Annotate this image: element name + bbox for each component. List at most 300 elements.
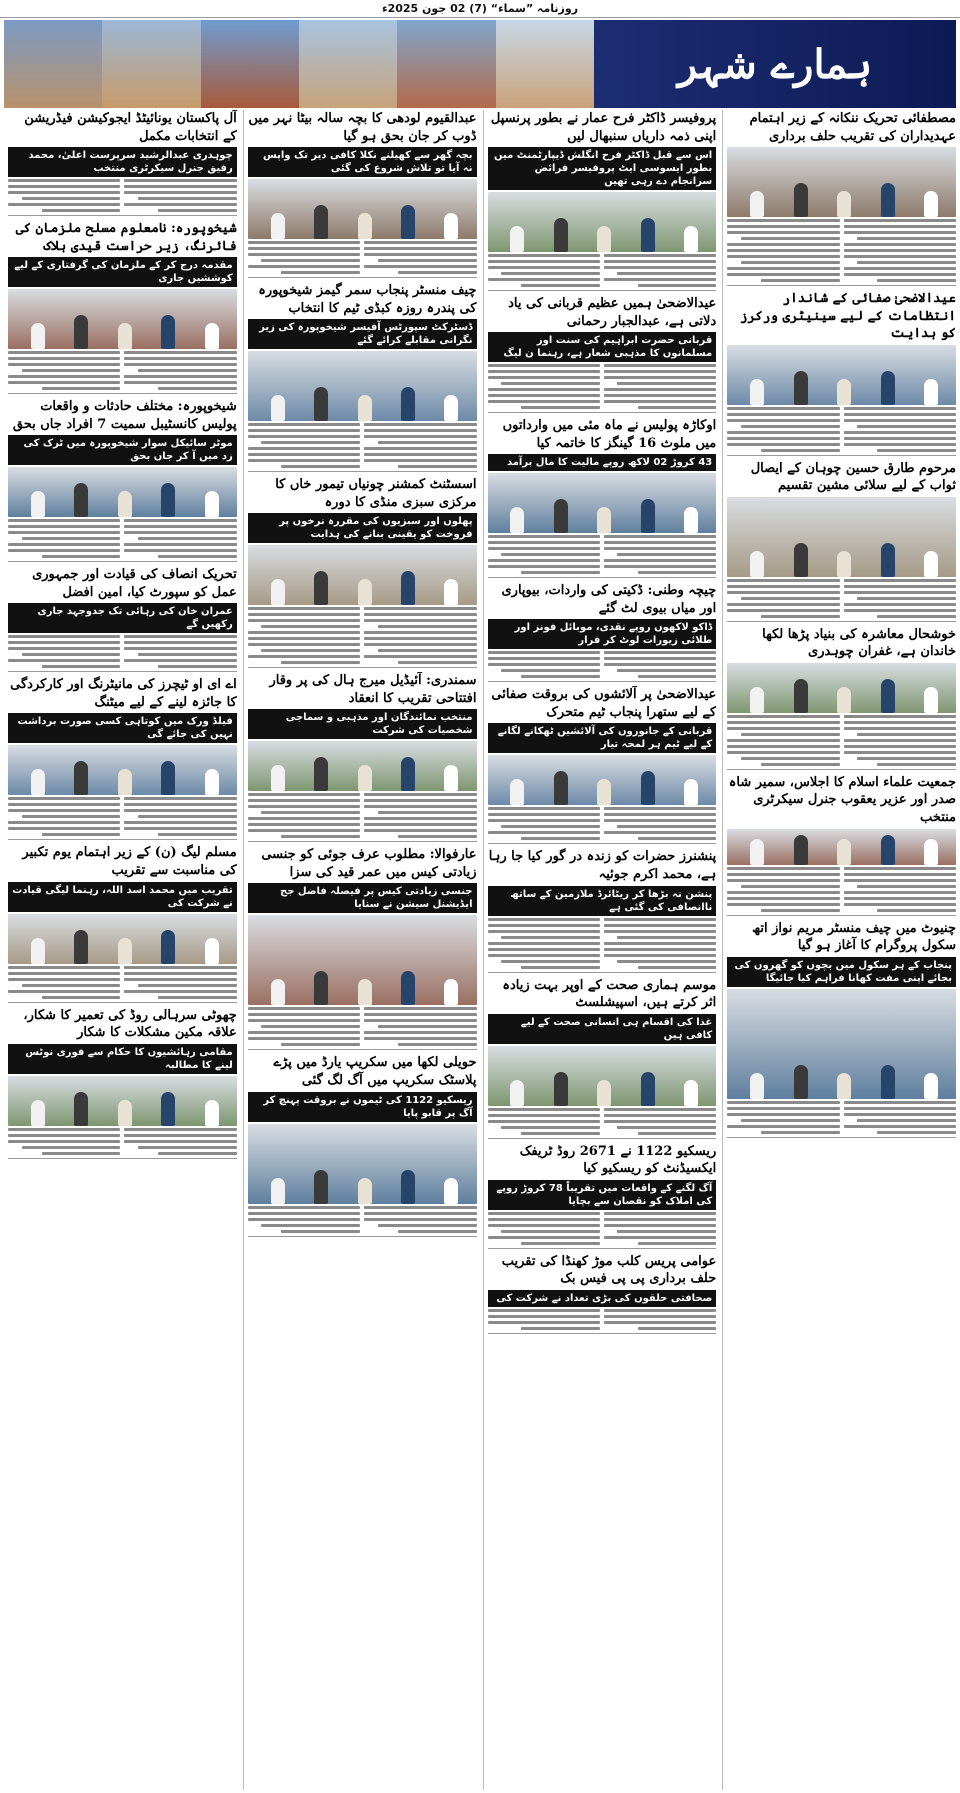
story-headline[interactable]: چھوٹی سرہالی روڈ کی تعمیر کا شکار، علاقہ مکین مشکلات کا شکار <box>23 1007 237 1041</box>
news-column-3 <box>243 110 477 1790</box>
story-body-text <box>727 407 956 452</box>
story-headline[interactable]: حویلی لکھا میں سکریپ یارڈ میں پڑے پلاسٹک سکریپ میں آگ لگ گئی <box>273 1055 477 1089</box>
text-line <box>8 381 120 384</box>
text-column <box>488 651 600 678</box>
text-line <box>42 833 121 836</box>
news-story <box>248 110 477 278</box>
text-line <box>617 825 716 828</box>
story-headline[interactable]: پنشنرز حضرات کو زندہ در گور کیا جا رہا ہے، محمد اکرم جوئیہ <box>488 849 717 883</box>
text-line <box>727 727 839 730</box>
text-line <box>521 571 600 574</box>
text-line <box>488 260 600 263</box>
text-column <box>727 219 839 282</box>
text-line <box>364 637 476 640</box>
text-line <box>124 519 236 522</box>
text-line <box>364 1007 476 1010</box>
text-line <box>364 793 476 796</box>
text-line <box>248 1007 360 1010</box>
text-line <box>124 191 236 194</box>
text-line <box>124 827 236 830</box>
text-line <box>261 441 360 444</box>
text-line <box>364 241 476 244</box>
photo-person-silhouette <box>837 1073 851 1099</box>
photo-person-silhouette <box>881 1065 895 1099</box>
photo-person-silhouette <box>74 483 88 517</box>
news-story <box>248 846 477 1050</box>
text-line <box>248 829 360 832</box>
photo-person-silhouette <box>554 771 568 805</box>
text-line <box>364 435 476 438</box>
text-line <box>727 443 839 446</box>
photo-person-silhouette <box>597 226 611 252</box>
story-headline[interactable]: چنیوٹ میں چیف منسٹر مریم نواز اتھ سکول پروگرام کا آغاز ہو گیا <box>752 920 956 954</box>
text-line <box>844 231 956 234</box>
text-line <box>501 1230 600 1233</box>
photo-palace <box>397 20 495 108</box>
text-line <box>138 537 237 540</box>
text-column <box>364 1206 476 1233</box>
text-line <box>248 805 360 808</box>
story-subheadline: مقامی رہائشیوں کا حکام سے فوری نوٹس لینے کا مطالبہ <box>8 1044 237 1074</box>
story-headline[interactable]: تحریک انصاف کی قیادت اور جمہوری عمل کو سپورٹ کیا، امین افضل <box>32 567 237 600</box>
text-line <box>638 1132 717 1135</box>
story-subheadline: ڈاکو لاکھوں روپے نقدی، موبائل فونز اور طلائی زیورات لوٹ کر فرار <box>488 619 717 649</box>
photo-person-silhouette <box>401 387 415 421</box>
text-line <box>727 225 839 228</box>
story-subheadline: ڈسٹرکٹ سپورٹس آفیسر شیخوپورہ کی زیر نگرانی مقابلے کرائے گئے <box>248 319 477 349</box>
text-line <box>521 837 600 840</box>
photo-person-silhouette <box>161 761 175 795</box>
text-line <box>604 819 716 822</box>
text-line <box>364 1218 476 1221</box>
photo-person-silhouette <box>641 1072 655 1106</box>
text-line <box>248 265 360 268</box>
text-column <box>124 635 236 668</box>
text-line <box>248 453 360 456</box>
text-line <box>488 1114 600 1117</box>
text-line <box>8 990 120 993</box>
text-line <box>761 763 840 766</box>
text-line <box>488 370 600 373</box>
photo-person-silhouette <box>794 679 808 713</box>
text-line <box>844 255 956 258</box>
photo-person-silhouette <box>161 483 175 517</box>
text-line <box>248 631 360 634</box>
photo-person-silhouette <box>510 507 524 533</box>
text-line <box>261 1224 360 1227</box>
text-line <box>638 1327 717 1330</box>
photo-person-silhouette <box>924 839 938 865</box>
text-line <box>248 823 360 826</box>
text-line <box>727 419 839 422</box>
text-line <box>248 607 360 610</box>
story-subheadline: منتخب نمائندگان اور مذہبی و سماجی شخصیات کی شرکت <box>248 709 477 739</box>
text-line <box>741 1119 840 1122</box>
story-body-text <box>8 519 237 558</box>
text-line <box>364 1212 476 1215</box>
text-column <box>248 607 360 664</box>
story-photo <box>248 351 477 421</box>
story-headline[interactable]: عبدالقیوم لودھی کا بچہ سالہ بیٹا نہر میں ڈوب کر جان بحق ہو گیا <box>248 111 477 144</box>
text-column <box>364 607 476 664</box>
text-column <box>364 793 476 838</box>
text-column <box>604 918 716 969</box>
text-line <box>727 249 839 252</box>
text-line <box>617 1230 716 1233</box>
text-line <box>124 179 236 182</box>
text-column <box>604 254 716 287</box>
story-photo <box>248 915 477 1005</box>
text-line <box>741 237 840 240</box>
text-line <box>261 259 360 262</box>
news-story <box>8 844 237 1002</box>
text-line <box>727 721 839 724</box>
photo-person-silhouette <box>271 579 285 605</box>
photo-person-silhouette <box>314 571 328 605</box>
photo-person-silhouette <box>314 971 328 1005</box>
text-line <box>638 284 717 287</box>
text-column <box>8 351 120 390</box>
story-headline[interactable]: عیدالاضحیٰ پر آلائشوں کی بروقت صفائی کے لیے ستھرا پنجاب ٹیم متحرک <box>491 687 717 720</box>
text-line <box>727 585 839 588</box>
story-subheadline: پنجاب کے ہر سکول میں بچوں کو گھروں کی بجائے اپنی مفت کھانا فراہم کیا جائیگا <box>727 957 956 987</box>
story-headline[interactable]: آل پاکستان یونائیٹڈ ایجوکیشن فیڈریشن کے انتخابات مکمل <box>24 111 237 144</box>
text-line <box>8 179 120 182</box>
text-line <box>877 909 956 912</box>
story-headline[interactable]: عیدالاضحیٰ ہمیں عظیم قربانی کی یاد دلاتی ہے، عبدالجبار رحمانی <box>508 296 717 329</box>
news-column-2 <box>483 110 717 1790</box>
text-line <box>727 1113 839 1116</box>
story-subheadline: تقریب میں محمد اسد اللہ، رہنما لیگی قیادت نے شرکت کی <box>8 882 237 912</box>
text-column <box>8 966 120 999</box>
photo-person-silhouette <box>314 1170 328 1204</box>
text-line <box>124 647 236 650</box>
text-line <box>364 613 476 616</box>
text-line <box>501 1126 600 1129</box>
story-headline[interactable]: مسلم لیگ (ن) کے زیر اہتمام یوم تکبیر کی مناسبت سے تقریب <box>22 845 237 879</box>
story-body-text <box>488 651 717 678</box>
text-line <box>501 382 600 385</box>
text-line <box>761 279 840 282</box>
text-line <box>124 357 236 360</box>
text-line <box>364 829 476 832</box>
text-line <box>488 1224 600 1227</box>
text-line <box>604 394 716 397</box>
text-line <box>124 797 236 800</box>
story-headline[interactable]: اسسٹنٹ کمشنر چونیاں تیمور خاں کا مرکزی سبزی منڈی کا دورہ <box>275 477 477 510</box>
text-column <box>604 1212 716 1245</box>
photo-person-silhouette <box>358 765 372 791</box>
photo-person-silhouette <box>314 387 328 421</box>
text-line <box>364 805 476 808</box>
text-line <box>8 821 120 824</box>
text-line <box>158 996 237 999</box>
text-line <box>617 669 716 672</box>
text-line <box>857 261 956 264</box>
text-line <box>604 651 716 654</box>
photo-person-silhouette <box>750 839 764 865</box>
story-subheadline: غذا کی اقسام ہی انسانی صحت کے لیے کافی ہیں <box>488 1014 717 1044</box>
text-line <box>8 1134 120 1137</box>
text-column <box>248 423 360 468</box>
text-line <box>844 751 956 754</box>
text-line <box>8 827 120 830</box>
photo-clocktower <box>299 20 397 108</box>
text-line <box>844 715 956 718</box>
story-headline[interactable]: مصطفائی تحریک ننکانہ کے زیر اہتمام عہدیداران کی تقریب حلف برداری <box>749 111 956 144</box>
photo-person-silhouette <box>74 1092 88 1126</box>
news-story <box>488 848 717 972</box>
text-line <box>844 267 956 270</box>
story-photo <box>488 473 717 533</box>
story-subheadline: قربانی کے جانوروں کی آلائشیں ٹھکانے لگانے کے لیے ٹیم ہر لمحہ تیار <box>488 723 717 753</box>
text-line <box>844 891 956 894</box>
story-body-text <box>727 219 956 282</box>
text-line <box>844 249 956 252</box>
photo-person-silhouette <box>597 779 611 805</box>
text-line <box>727 897 839 900</box>
text-line <box>8 797 120 800</box>
text-line <box>727 243 839 246</box>
story-subheadline: صحافتی حلقوں کی بڑی تعداد نے شرکت کی <box>488 1290 717 1307</box>
photo-person-silhouette <box>684 779 698 805</box>
text-line <box>248 247 360 250</box>
text-line <box>727 591 839 594</box>
text-column <box>8 635 120 668</box>
photo-person-silhouette <box>31 1100 45 1126</box>
text-line <box>877 763 956 766</box>
text-line <box>364 459 476 462</box>
photo-person-silhouette <box>31 491 45 517</box>
text-line <box>844 1125 956 1128</box>
story-photo <box>488 1046 717 1106</box>
text-line <box>281 661 360 664</box>
text-line <box>741 733 840 736</box>
story-headline[interactable]: سمندری: آئیڈیل میرج ہال کی پر وقار افتتاحی تقریب کا انعقاد <box>269 673 477 706</box>
text-line <box>877 1131 956 1134</box>
story-subheadline: آگ لگنے کے واقعات میں تقریباً 78 کروڑ روپے کی املاک کو نقصان سے بچایا <box>488 1180 717 1210</box>
text-column <box>604 364 716 409</box>
story-photo <box>248 741 477 791</box>
text-line <box>124 641 236 644</box>
text-line <box>857 757 956 760</box>
photo-person-silhouette <box>31 938 45 964</box>
text-line <box>248 241 360 244</box>
text-line <box>844 1113 956 1116</box>
photo-person-silhouette <box>205 938 219 964</box>
story-photo <box>248 545 477 605</box>
news-story <box>248 282 477 472</box>
text-line <box>604 1120 716 1123</box>
story-headline[interactable]: شیخوپورہ: نامعلوم مسلح ملزمان کی فائرنگ، زیر حراست قیدی ہلاک <box>15 221 237 254</box>
text-column <box>604 535 716 574</box>
text-line <box>727 609 839 612</box>
text-line <box>501 553 600 556</box>
text-line <box>604 376 716 379</box>
text-line <box>248 423 360 426</box>
text-line <box>364 247 476 250</box>
story-photo <box>8 745 237 795</box>
photo-person-silhouette <box>794 1065 808 1099</box>
text-line <box>727 579 839 582</box>
story-headline[interactable]: ریسکیو 1122 نے 2671 روڈ ٹریفک ایکسیڈنٹ کو ریسکیو کیا <box>519 1143 717 1177</box>
story-headline[interactable]: چیف منسٹر پنجاب سمر گیمز شیخوپورہ کی پندرہ روزہ کبڈی ٹیم کا انتخاب <box>258 283 477 316</box>
story-photo <box>727 147 956 217</box>
text-line <box>8 803 120 806</box>
text-line <box>8 659 120 662</box>
text-line <box>364 1013 476 1016</box>
text-line <box>364 643 476 646</box>
photo-person-silhouette <box>837 379 851 405</box>
story-photo <box>727 989 956 1099</box>
news-story <box>8 676 237 840</box>
text-line <box>604 657 716 660</box>
photo-tower <box>102 20 200 108</box>
photo-person-silhouette <box>881 371 895 405</box>
text-line <box>844 1101 956 1104</box>
story-body-text <box>727 867 956 912</box>
story-photo <box>248 1124 477 1204</box>
text-line <box>857 885 956 888</box>
text-line <box>364 655 476 658</box>
news-story <box>8 566 237 672</box>
text-line <box>844 591 956 594</box>
story-headline[interactable]: جمعیت علماء اسلام کا اجلاس، سمیر شاہ صدر اور عزیر یعقوب جنرل سیکرٹری منتخب <box>728 774 956 826</box>
story-photo <box>727 345 956 405</box>
story-body-text <box>488 1309 717 1330</box>
story-body-text <box>8 1128 237 1155</box>
text-line <box>604 948 716 951</box>
text-line <box>604 364 716 367</box>
text-line <box>124 381 236 384</box>
text-line <box>604 924 716 927</box>
text-column <box>248 241 360 274</box>
text-line <box>604 260 716 263</box>
photo-person-silhouette <box>401 205 415 239</box>
text-line <box>364 607 476 610</box>
text-column <box>124 519 236 558</box>
text-line <box>364 253 476 256</box>
text-line <box>844 437 956 440</box>
text-line <box>844 443 956 446</box>
story-headline[interactable]: عارفوالا: مطلوب عرف جوئی کو جنسی زیادتی کیس میں عمر قید کی سزا <box>261 847 477 880</box>
story-headline[interactable]: چیچہ وطنی: ڈکیتی کی واردات، بیوپاری اور میاں بیوی لٹ گئے <box>501 583 717 616</box>
text-line <box>604 918 716 921</box>
photo-person-silhouette <box>444 213 458 239</box>
text-line <box>124 351 236 354</box>
text-line <box>604 400 716 403</box>
text-line <box>727 1101 839 1104</box>
text-line <box>604 254 716 257</box>
text-line <box>22 984 121 987</box>
story-headline[interactable]: موسم ہماری صحت کے اوپر بہت زیادہ اثر کرتے ہیں، اسپیشلسٹ <box>502 977 717 1011</box>
text-column <box>124 351 236 390</box>
text-line <box>521 1242 600 1245</box>
photo-person-silhouette <box>444 979 458 1005</box>
text-line <box>158 555 237 558</box>
text-line <box>138 984 237 987</box>
text-line <box>488 813 600 816</box>
text-line <box>8 641 120 644</box>
news-story <box>727 110 956 286</box>
text-line <box>8 1128 120 1131</box>
text-line <box>248 253 360 256</box>
text-line <box>741 597 840 600</box>
text-line <box>727 413 839 416</box>
text-line <box>248 447 360 450</box>
story-headline[interactable]: عیدالاضحیٰ صفائی کے شاندار انتظامات کے لیے سینیٹری ورکرز کو ہدایت <box>739 291 956 342</box>
text-line <box>604 559 716 562</box>
photo-person-silhouette <box>794 835 808 865</box>
story-headline[interactable]: اوکاڑہ پولیس نے ماہ مئی میں وارداتوں میں ملوث 16 گینگز کا خاتمہ کیا <box>502 418 717 451</box>
story-headline[interactable]: پروفیسر ڈاکٹر فرح عمار نے بطور پرنسپل اپنی ذمہ داریاں سنبھال لیں <box>490 111 717 144</box>
news-story <box>248 672 477 842</box>
banner-title-box <box>594 20 956 108</box>
story-body-text <box>727 715 956 766</box>
text-line <box>22 369 121 372</box>
text-column <box>727 1101 839 1134</box>
text-line <box>844 727 956 730</box>
text-line <box>281 1043 360 1046</box>
text-line <box>604 663 716 666</box>
story-headline[interactable]: اے ای او ٹیچرز کی مانیٹرنگ اور کارکردگی کا جائزہ لینے کے لیے میٹنگ <box>10 677 237 710</box>
text-line <box>8 519 120 522</box>
text-column <box>604 807 716 840</box>
story-headline[interactable]: شیخوپورہ: مختلف حادثات و واقعات پولیس کانسٹیبل سمیت 7 افراد جاں بحق <box>12 399 237 432</box>
text-line <box>877 279 956 282</box>
photo-person-silhouette <box>314 757 328 791</box>
text-line <box>248 1013 360 1016</box>
photo-person-silhouette <box>31 769 45 795</box>
story-headline[interactable]: خوشحال معاشرہ کی بنیاد پڑھا لکھا خاندان ہے، غفران چوہدری <box>762 626 956 660</box>
text-line <box>488 807 600 810</box>
story-photo <box>8 467 237 517</box>
story-body-text <box>8 179 237 212</box>
text-line <box>124 1128 236 1131</box>
text-line <box>378 1224 477 1227</box>
text-line <box>857 425 956 428</box>
text-column <box>364 1007 476 1046</box>
text-line <box>521 284 600 287</box>
story-headline[interactable]: مرحوم طارق حسین چوہان کے ایصال ثواب کے لیے سلائی مشین تقسیم <box>750 460 956 494</box>
story-body-text <box>248 1206 477 1233</box>
text-line <box>857 733 956 736</box>
text-column <box>8 797 120 836</box>
news-story <box>727 290 956 456</box>
text-line <box>844 897 956 900</box>
news-story <box>727 774 956 916</box>
story-headline[interactable]: عوامی پریس کلب موڑ کھنڈا کی تقریب حلف برداری پی پی فیس بک <box>501 1253 717 1287</box>
text-line <box>604 813 716 816</box>
text-line <box>727 231 839 234</box>
text-line <box>488 657 600 660</box>
text-column <box>844 867 956 912</box>
photo-person-silhouette <box>924 1073 938 1099</box>
text-line <box>488 266 600 269</box>
text-column <box>248 1007 360 1046</box>
text-line <box>248 799 360 802</box>
text-column <box>604 1309 716 1330</box>
section-banner <box>4 20 956 108</box>
text-line <box>398 835 477 838</box>
text-line <box>741 757 840 760</box>
text-line <box>727 219 839 222</box>
text-line <box>761 1131 840 1134</box>
text-line <box>248 1206 360 1209</box>
text-line <box>8 351 120 354</box>
text-line <box>8 635 120 638</box>
story-body-text <box>248 241 477 274</box>
